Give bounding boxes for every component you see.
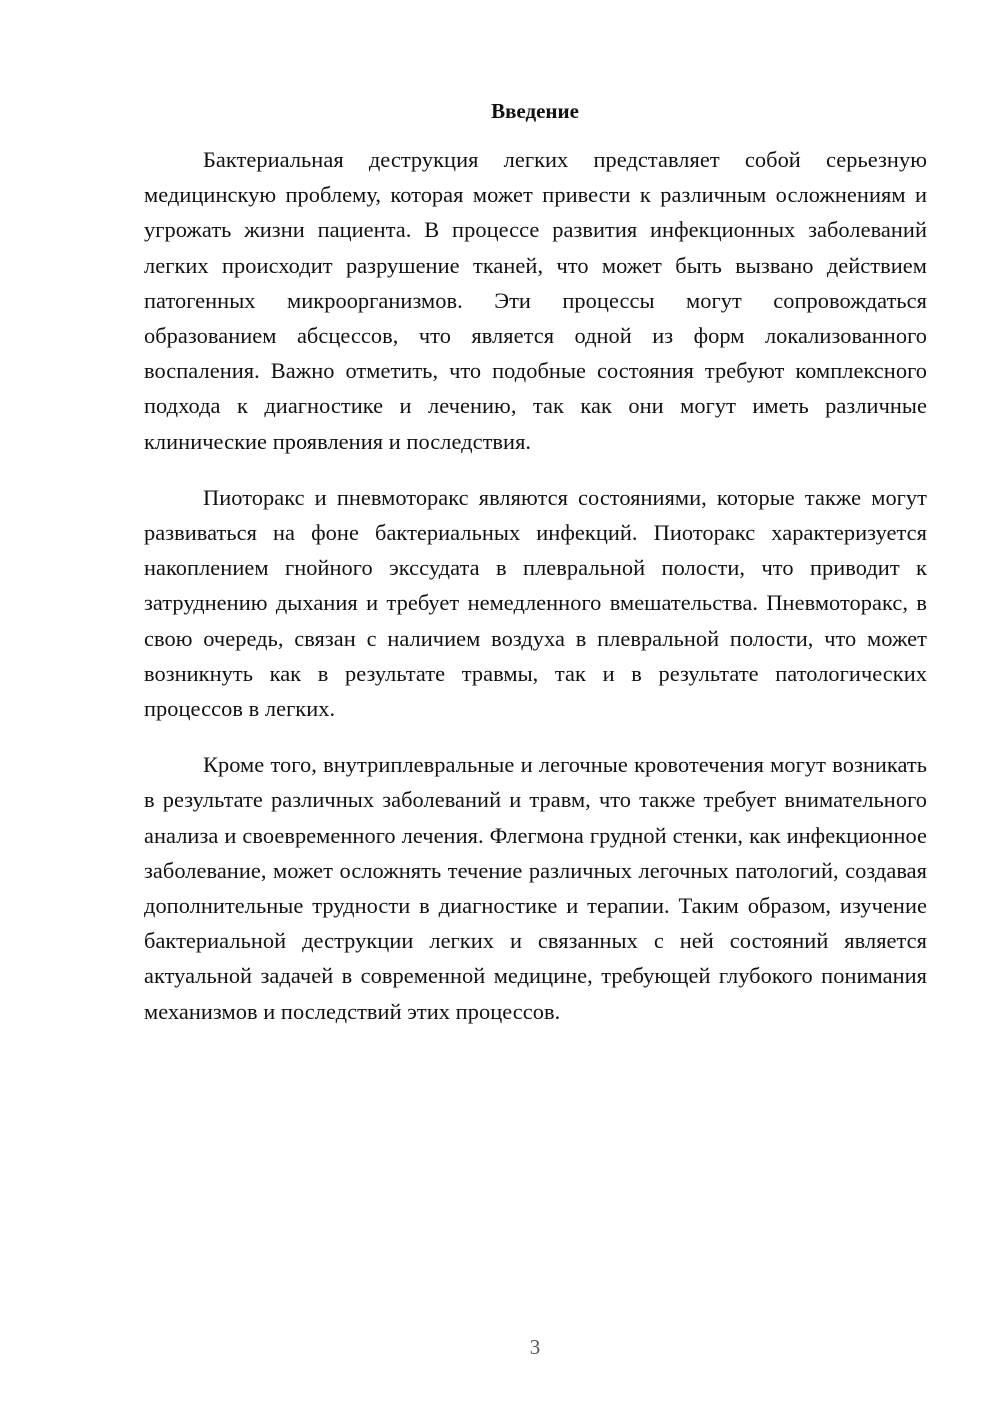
paragraph-3: Кроме того, внутриплевральные и легочные кровотечения могут возникать в результате различных заболеваний и травм, что также требует внимательного анализа и своевременного лечения. Флегмона грудной стенки, как инфекционное заболевание, может осложнять течение различных легочных патологий, создавая дополнительные трудности в диагностике и терапии. Таким образом, изучение бактериальной деструкции легких и связанных с ней состояний является актуальной задачей в современной медицине, требующей глубокого понимания механизмов и последствий этих процессов.: [144, 752, 927, 1024]
section-title: Введение: [491, 99, 579, 123]
page-number: 3: [529, 1335, 541, 1359]
section-body: [144, 142, 927, 1050]
paragraph-2: Пиоторакс и пневмоторакс являются состояниями, которые также могут развиваться на фоне бактериальных инфекций. Пиоторакс характеризуется накоплением гнойного экссудата в плевральной полости, что приводит к затруднению дыхания и требует немедленного вмешательства. Пневмоторакс, в свою очередь, связан с наличием воздуха в плевральной полости, что может возникнуть как в результате травмы, так и в результате патологических процессов в легких.: [144, 484, 927, 722]
paragraph-1: Бактериальная деструкция легких представляет собой серьезную медицинскую проблему, которая может привести к различным осложнениям и угрожать жизни пациента. В процессе развития инфекционных заболеваний легких происходит разрушение тканей, что может быть вызвано действием патогенных микроорганизмов. Эти процессы могут сопровождаться образованием абсцессов, что является одной из форм локализованного воспаления. Важно отметить, что подобные состояния требуют комплексного подхода к диагностике и лечению, так как они могут иметь различные клинические проявления и последствия.: [144, 147, 927, 454]
